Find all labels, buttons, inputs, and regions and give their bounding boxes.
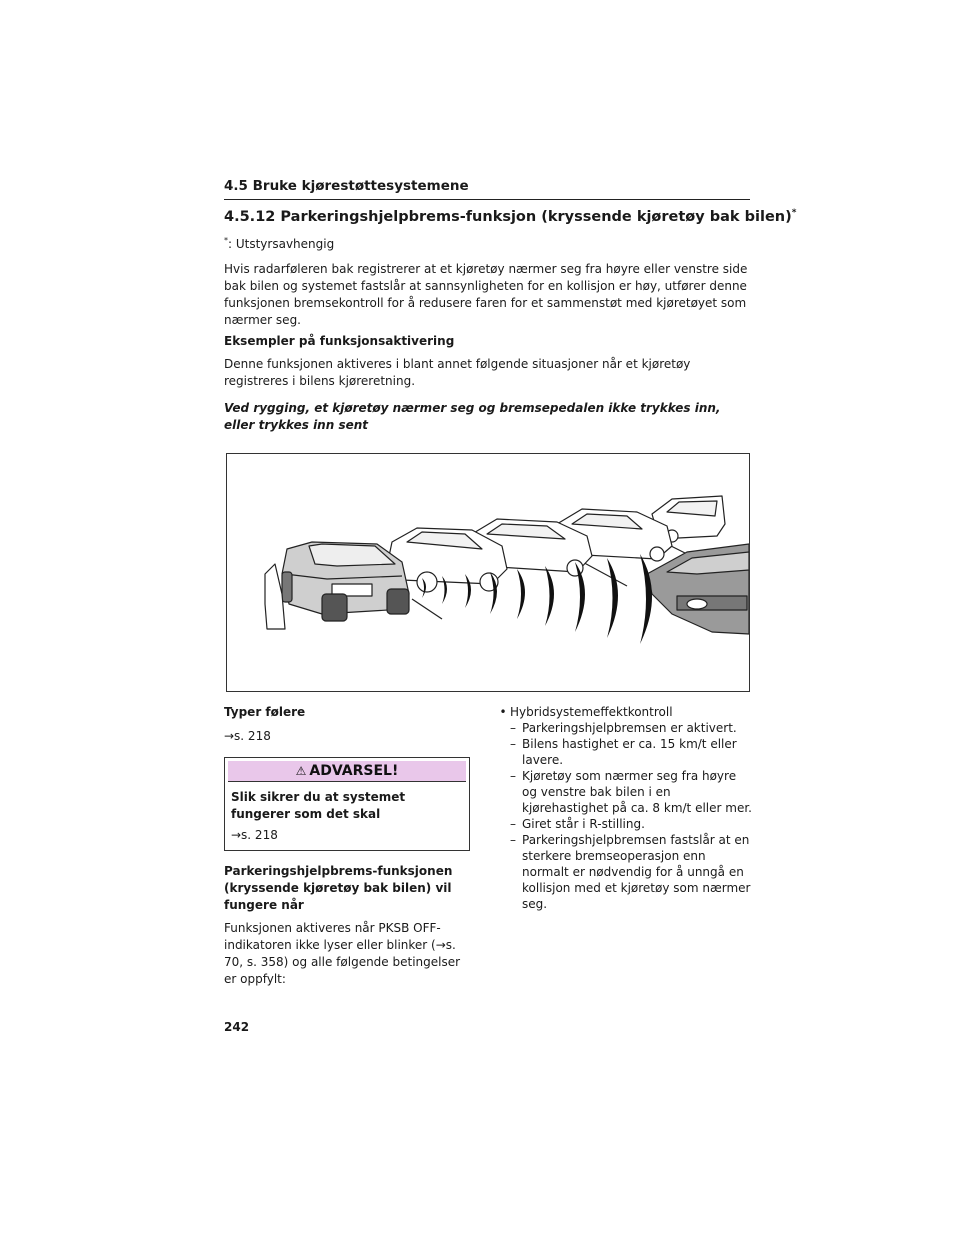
warning-icon: ⚠ [295, 763, 307, 778]
page-title-text: 4.5.12 Parkeringshjelpbrems-funksjon (kryssende kjøretøy bak bilen) [224, 208, 792, 225]
examples-heading: Eksempler på funksjonsaktivering [224, 334, 455, 348]
list-item: – Giret står i R-stilling. [510, 817, 645, 831]
page-number: 242 [224, 1020, 250, 1034]
left-column [224, 704, 472, 988]
list-item: – Kjøretøy som nærmer seg fra høyre og venstre bak bilen i en kjørehastighet på ca. 8 km/t eller mer. [510, 769, 752, 815]
page-title [224, 208, 797, 225]
examples-paragraph: Denne funksjonen aktiveres i blant annet følgende situasjoner når et kjøretøy registreres i bilens kjøreretning. [224, 357, 691, 388]
sensor-types-heading: Typer følere [224, 705, 306, 719]
note-asterisk: * [224, 236, 228, 245]
parking-line [412, 599, 442, 619]
list-item: – Parkeringshjelpbremsen er aktivert. [510, 721, 737, 735]
note-text: : Utstyrsavhengig [228, 237, 335, 251]
warning-header [228, 761, 466, 782]
list-item: – Bilens hastighet er ca. 15 km/t eller lavere. [510, 737, 737, 767]
warning-body [225, 785, 469, 850]
warning-ref: →s. 218 [231, 828, 278, 842]
intro-paragraph: Hvis radarføleren bak registrerer at et kjøretøy nærmer seg fra høyre eller venstre side bak bilen og systemet fastslår at sannsynligheten for en kollisjon er høy, utfører denne funksjonen bremsekontroll for å redusere faren for et sammenstøt med kjøretøyet som nærmer seg. [224, 262, 748, 327]
list-item [496, 704, 754, 720]
warning-title: Slik sikrer du at systemet fungerer som det skal [231, 790, 406, 821]
bullet-text: Hybridsystemeffektkontroll [510, 705, 673, 719]
scenario-heading: Ved rygging, et kjøretøy nærmer seg og bremsepedalen ikke trykkes inn, eller trykkes inn sent [224, 401, 721, 432]
right-column [496, 704, 754, 912]
function-paragraph: Funksjonen aktiveres når PKSB OFF-indikatoren ikke lyser eller blinker (→s. 70, s. 358) og alle følgende betingelser er oppfylt: [224, 921, 461, 986]
bullet-dot: • [499, 705, 507, 719]
warning-label: ADVARSEL! [309, 762, 399, 779]
title-asterisk: * [791, 208, 797, 218]
parking-scene-svg [227, 454, 749, 691]
radar-arc [640, 554, 652, 644]
sensor-types-ref: →s. 218 [224, 729, 271, 743]
warning-box [224, 757, 470, 851]
function-heading: Parkeringshjelpbrems-funksjonen (kryssende kjøretøy bak bilen) vil fungere når [224, 864, 453, 912]
own-vehicle [282, 542, 409, 621]
parking-illustration [226, 453, 750, 692]
radar-arc [517, 569, 525, 619]
radar-arc [545, 566, 554, 626]
section-header: 4.5 Bruke kjørestøttesystemene [224, 178, 469, 194]
list-item: – Parkeringshjelpbremsen fastslår at en sterkere bremseoperasjon enn normalt er nødvendig for å unngå en kollisjon med et kjøretøy som nærmer seg. [510, 833, 751, 911]
equipment-note [224, 236, 334, 251]
radar-arc [607, 558, 618, 638]
section-divider [224, 199, 750, 200]
